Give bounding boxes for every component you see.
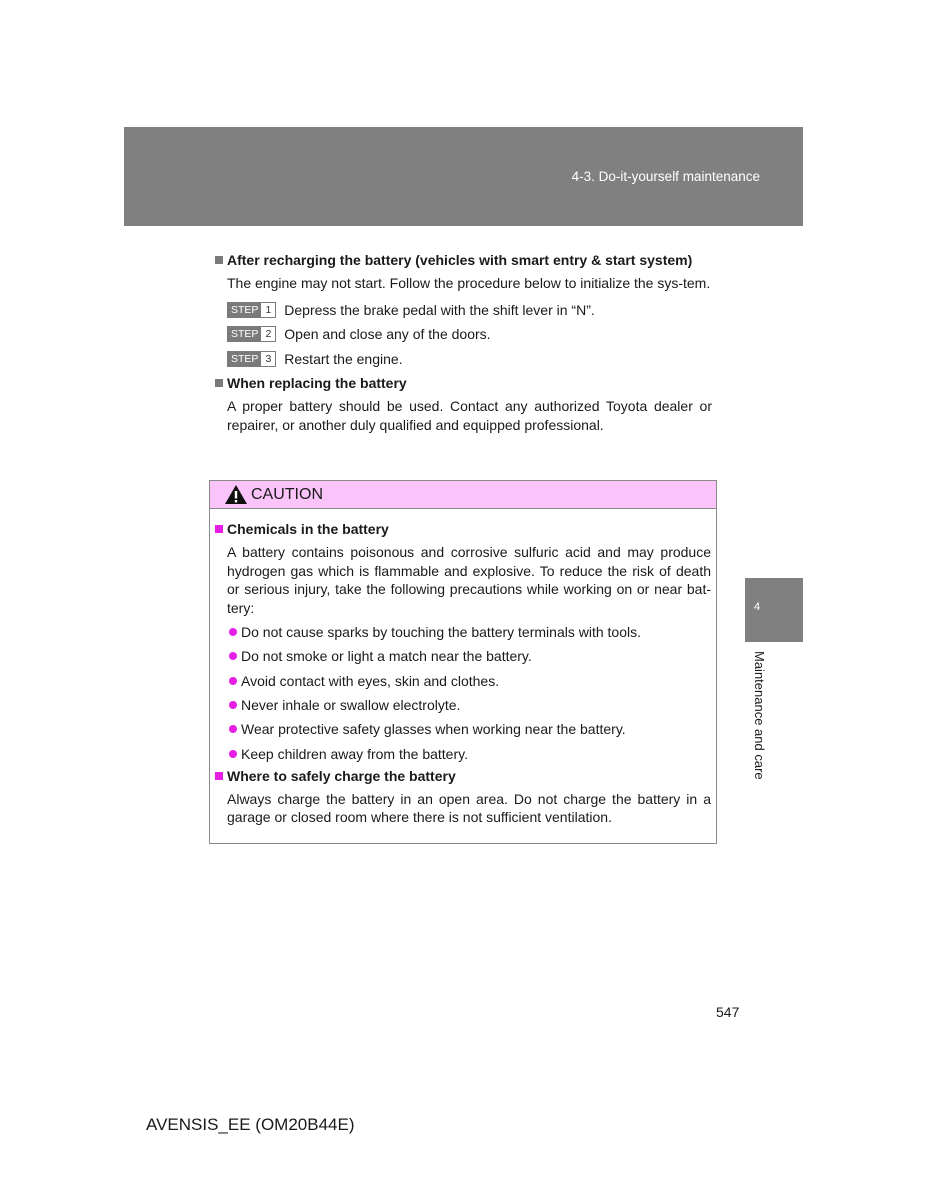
step-badge	[227, 302, 276, 318]
chapter-label: Maintenance and care	[752, 651, 767, 780]
square-bullet-icon	[215, 379, 223, 387]
chemicals-heading-text: Chemicals in the battery	[227, 521, 389, 537]
step-list	[227, 298, 712, 372]
step-text: Open and close any of the doors.	[284, 326, 491, 343]
chapter-tab[interactable]	[745, 578, 803, 642]
replacing-heading	[215, 373, 712, 393]
caution-body	[210, 509, 716, 827]
replacing-heading-text: When replacing the battery	[227, 375, 407, 391]
list-item-text: Never inhale or swallow electrolyte.	[241, 697, 461, 714]
step-number: 3	[261, 352, 275, 366]
main-content	[215, 250, 712, 434]
step-item	[227, 298, 712, 323]
square-bullet-icon	[215, 256, 223, 264]
charging-heading-text: Where to safely charge the battery	[227, 767, 456, 784]
step-text: Restart the engine.	[284, 350, 403, 367]
list-item-text: Keep children away from the battery.	[241, 745, 468, 762]
circle-bullet-icon	[229, 725, 237, 733]
circle-bullet-icon	[229, 701, 237, 709]
caution-header	[210, 481, 716, 509]
square-bullet-icon	[215, 525, 223, 533]
list-item	[229, 693, 711, 717]
list-item-text: Do not cause sparks by touching the battery terminals with tools.	[241, 624, 641, 641]
step-text: Depress the brake pedal with the shift lever in “N”.	[284, 301, 595, 318]
section-title: 4-3. Do-it-yourself maintenance	[571, 169, 760, 184]
chemicals-heading	[215, 519, 711, 539]
caution-box	[209, 480, 717, 844]
list-item	[229, 620, 711, 644]
precaution-list	[215, 620, 711, 766]
step-item	[227, 347, 712, 372]
page-number: 547	[716, 1004, 740, 1020]
circle-bullet-icon	[229, 628, 237, 636]
square-bullet-icon	[215, 772, 223, 780]
warning-triangle-icon	[224, 484, 248, 505]
header-band	[124, 127, 803, 226]
chapter-number: 4	[754, 601, 761, 613]
recharging-text: The engine may not start. Follow the procedure below to initialize the sys-tem.	[227, 275, 711, 291]
footer-code: AVENSIS_EE (OM20B44E)	[146, 1115, 355, 1134]
list-item	[229, 669, 711, 693]
step-badge	[227, 326, 276, 342]
list-item	[229, 644, 711, 668]
recharging-heading-text: After recharging the battery (vehicles with smart entry & start system)	[227, 252, 693, 268]
list-item-text: Wear protective safety glasses when working near the battery.	[241, 721, 626, 738]
list-item	[229, 741, 711, 765]
step-label: STEP	[228, 303, 261, 317]
list-item-text: Avoid contact with eyes, skin and clothes.	[241, 672, 500, 689]
step-label: STEP	[228, 327, 261, 341]
list-item	[229, 717, 711, 741]
list-item-text: Do not smoke or light a match near the battery.	[241, 648, 532, 665]
charging-text: Always charge the battery in an open area. Do not charge the battery in a garage or closed room where there is not sufficient ventilation.	[227, 790, 711, 826]
circle-bullet-icon	[229, 750, 237, 758]
circle-bullet-icon	[229, 652, 237, 660]
chemicals-text: A battery contains poisonous and corrosive sulfuric acid and may produce hydrogen gas which is flammable and explosive. To reduce the risk of death or serious injury, take the following precautions while working on or near bat-tery:	[227, 544, 711, 616]
recharging-heading	[215, 250, 712, 270]
replacing-text: A proper battery should be used. Contact any authorized Toyota dealer or repairer, or another duly qualified and equipped professional.	[227, 398, 712, 433]
caution-title: CAUTION	[251, 485, 323, 503]
circle-bullet-icon	[229, 677, 237, 685]
step-number: 1	[261, 303, 275, 317]
charging-heading	[215, 766, 711, 786]
step-item	[227, 322, 712, 347]
step-label: STEP	[228, 352, 261, 366]
step-number: 2	[261, 327, 275, 341]
step-badge	[227, 351, 276, 367]
